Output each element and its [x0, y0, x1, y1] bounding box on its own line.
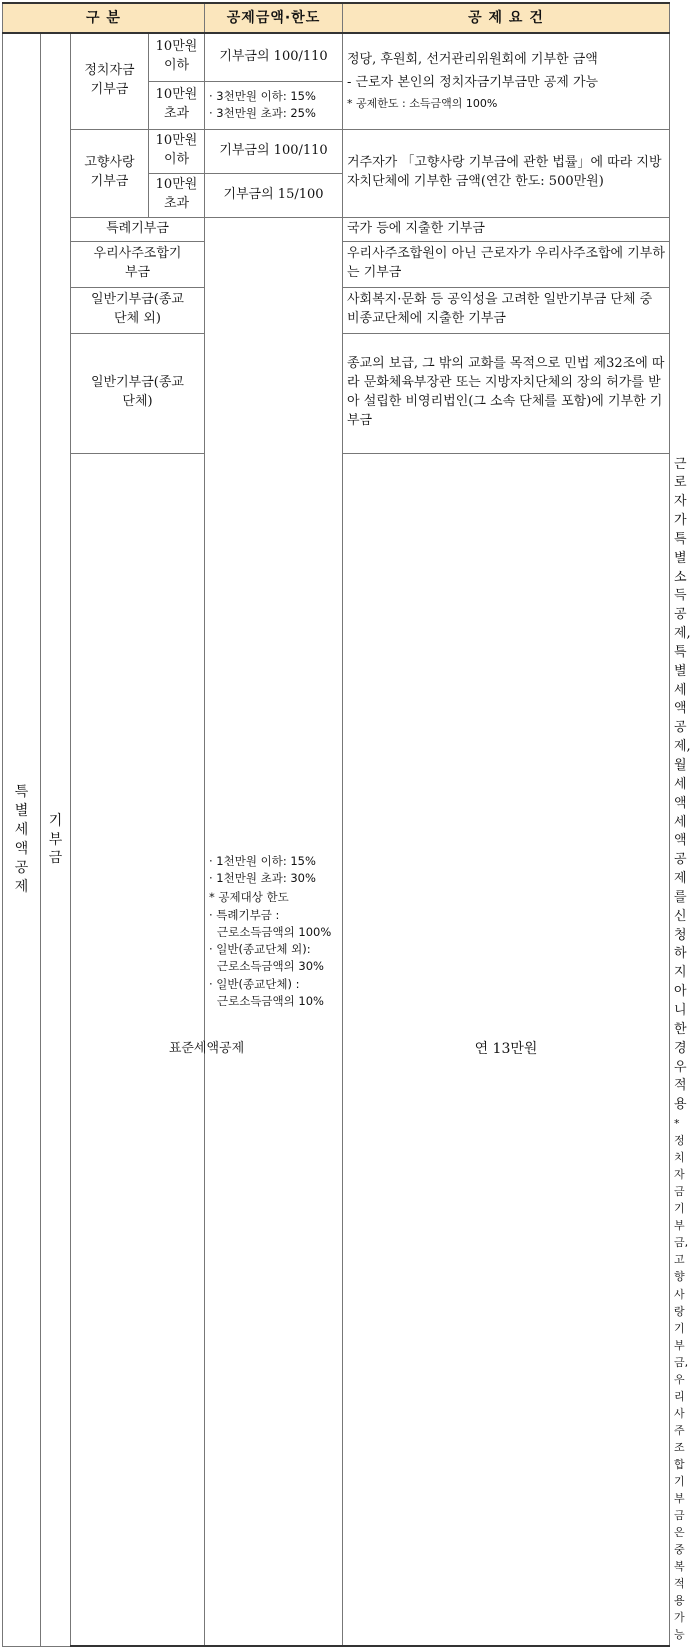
special-tax-credit-label: 특별세액공제	[3, 33, 41, 1646]
hometown-under-amount: 기부금의 100/110	[205, 129, 343, 173]
header-amount: 공제금액·한도	[205, 3, 343, 33]
political-condition-note: * 공제한도 : 소득금액의 100%	[347, 96, 498, 110]
political-name: 정치자금기부금	[71, 33, 149, 129]
header-condition: 공 제 요 건	[343, 3, 670, 33]
hometown-under-label: 10만원이하	[149, 129, 205, 173]
header-row	[3, 3, 670, 33]
shared-amount-line: 근로소득금액의 100%	[217, 924, 332, 939]
political-over-label: 10만원초과	[149, 81, 205, 129]
political-condition	[343, 33, 670, 129]
shared-amount-line: · 일반(종교단체 외):	[209, 942, 311, 957]
table-row	[3, 33, 670, 81]
employee-union-name: 우리사주조합기부금	[71, 241, 205, 287]
political-condition-line: - 근로자 본인의 정치자금기부금만 공제 가능	[347, 74, 599, 90]
political-over-amount	[205, 81, 343, 129]
special-donation-condition: 국가 등에 지출한 기부금	[343, 217, 670, 241]
standard-amount: 연 13만원	[343, 453, 670, 1646]
shared-amount-line: · 일반(종교단체) :	[209, 976, 300, 991]
table-row	[3, 217, 670, 241]
general-religious-name: 일반기부금(종교단체)	[71, 333, 205, 453]
political-over-line: · 3천만원 이하: 15%	[209, 88, 316, 103]
hometown-over-label: 10만원초과	[149, 173, 205, 217]
tax-credit-table	[2, 2, 691, 1647]
general-religious-condition: 종교의 보급, 그 밖의 교화를 목적으로 민법 제32조에 따라 문화체육부장관 또는 지방자치단체의 장의 허가를 받아 설립한 비영리법인(그 소속 단체를 포함)에 기부한 기부금	[343, 333, 670, 453]
shared-amount-line: 근로소득금액의 10%	[217, 993, 324, 1008]
general-nonreligious-condition: 사회복지·문화 등 공익성을 고려한 일반기부금 단체 중 비종교단체에 지출한 기부금	[343, 287, 670, 333]
shared-amount-line: · 1천만원 초과: 30%	[209, 871, 316, 886]
hometown-over-amount: 기부금의 15/100	[205, 173, 343, 217]
hometown-name: 고향사랑기부금	[71, 129, 149, 217]
shared-amount-line: * 공제대상 한도	[209, 890, 289, 905]
shared-amount-line: · 특례기부금 :	[209, 907, 280, 922]
standard-name: 표준세액공제	[71, 453, 343, 1646]
hometown-condition: 거주자가 「고향사랑 기부금에 관한 법률」에 따라 지방자치단체에 기부한 금액(연간 한도: 500만원)	[343, 129, 670, 217]
shared-amount-line: 근로소득금액의 30%	[217, 959, 324, 974]
employee-union-condition: 우리사주조합원이 아닌 근로자가 우리사주조합에 기부하는 기부금	[343, 241, 670, 287]
political-under-label: 10만원이하	[149, 33, 205, 81]
table-row: 표준세액공제 연 13만원 근로자가 특별소득공제, 특별세액공제, 월세액세액공제를 신청하지 아니한 경우 적용 * 정치자금기부금, 고향사랑기부금, 우리사주조합기부금은 중복적용 가능	[3, 453, 670, 1646]
political-under-amount: 기부금의 100/110	[205, 33, 343, 81]
general-nonreligious-name: 일반기부금(종교단체 외)	[71, 287, 205, 333]
donation-label: 기부금	[41, 33, 71, 1646]
shared-amount-line: · 1천만원 이하: 15%	[209, 853, 316, 868]
special-donation-name: 특례기부금	[71, 217, 205, 241]
political-condition-line: 정당, 후원회, 선거관리위원회에 기부한 금액	[347, 51, 598, 67]
table-row	[3, 129, 670, 173]
header-category: 구 분	[3, 3, 205, 33]
political-over-line: · 3천만원 초과: 25%	[209, 106, 316, 120]
